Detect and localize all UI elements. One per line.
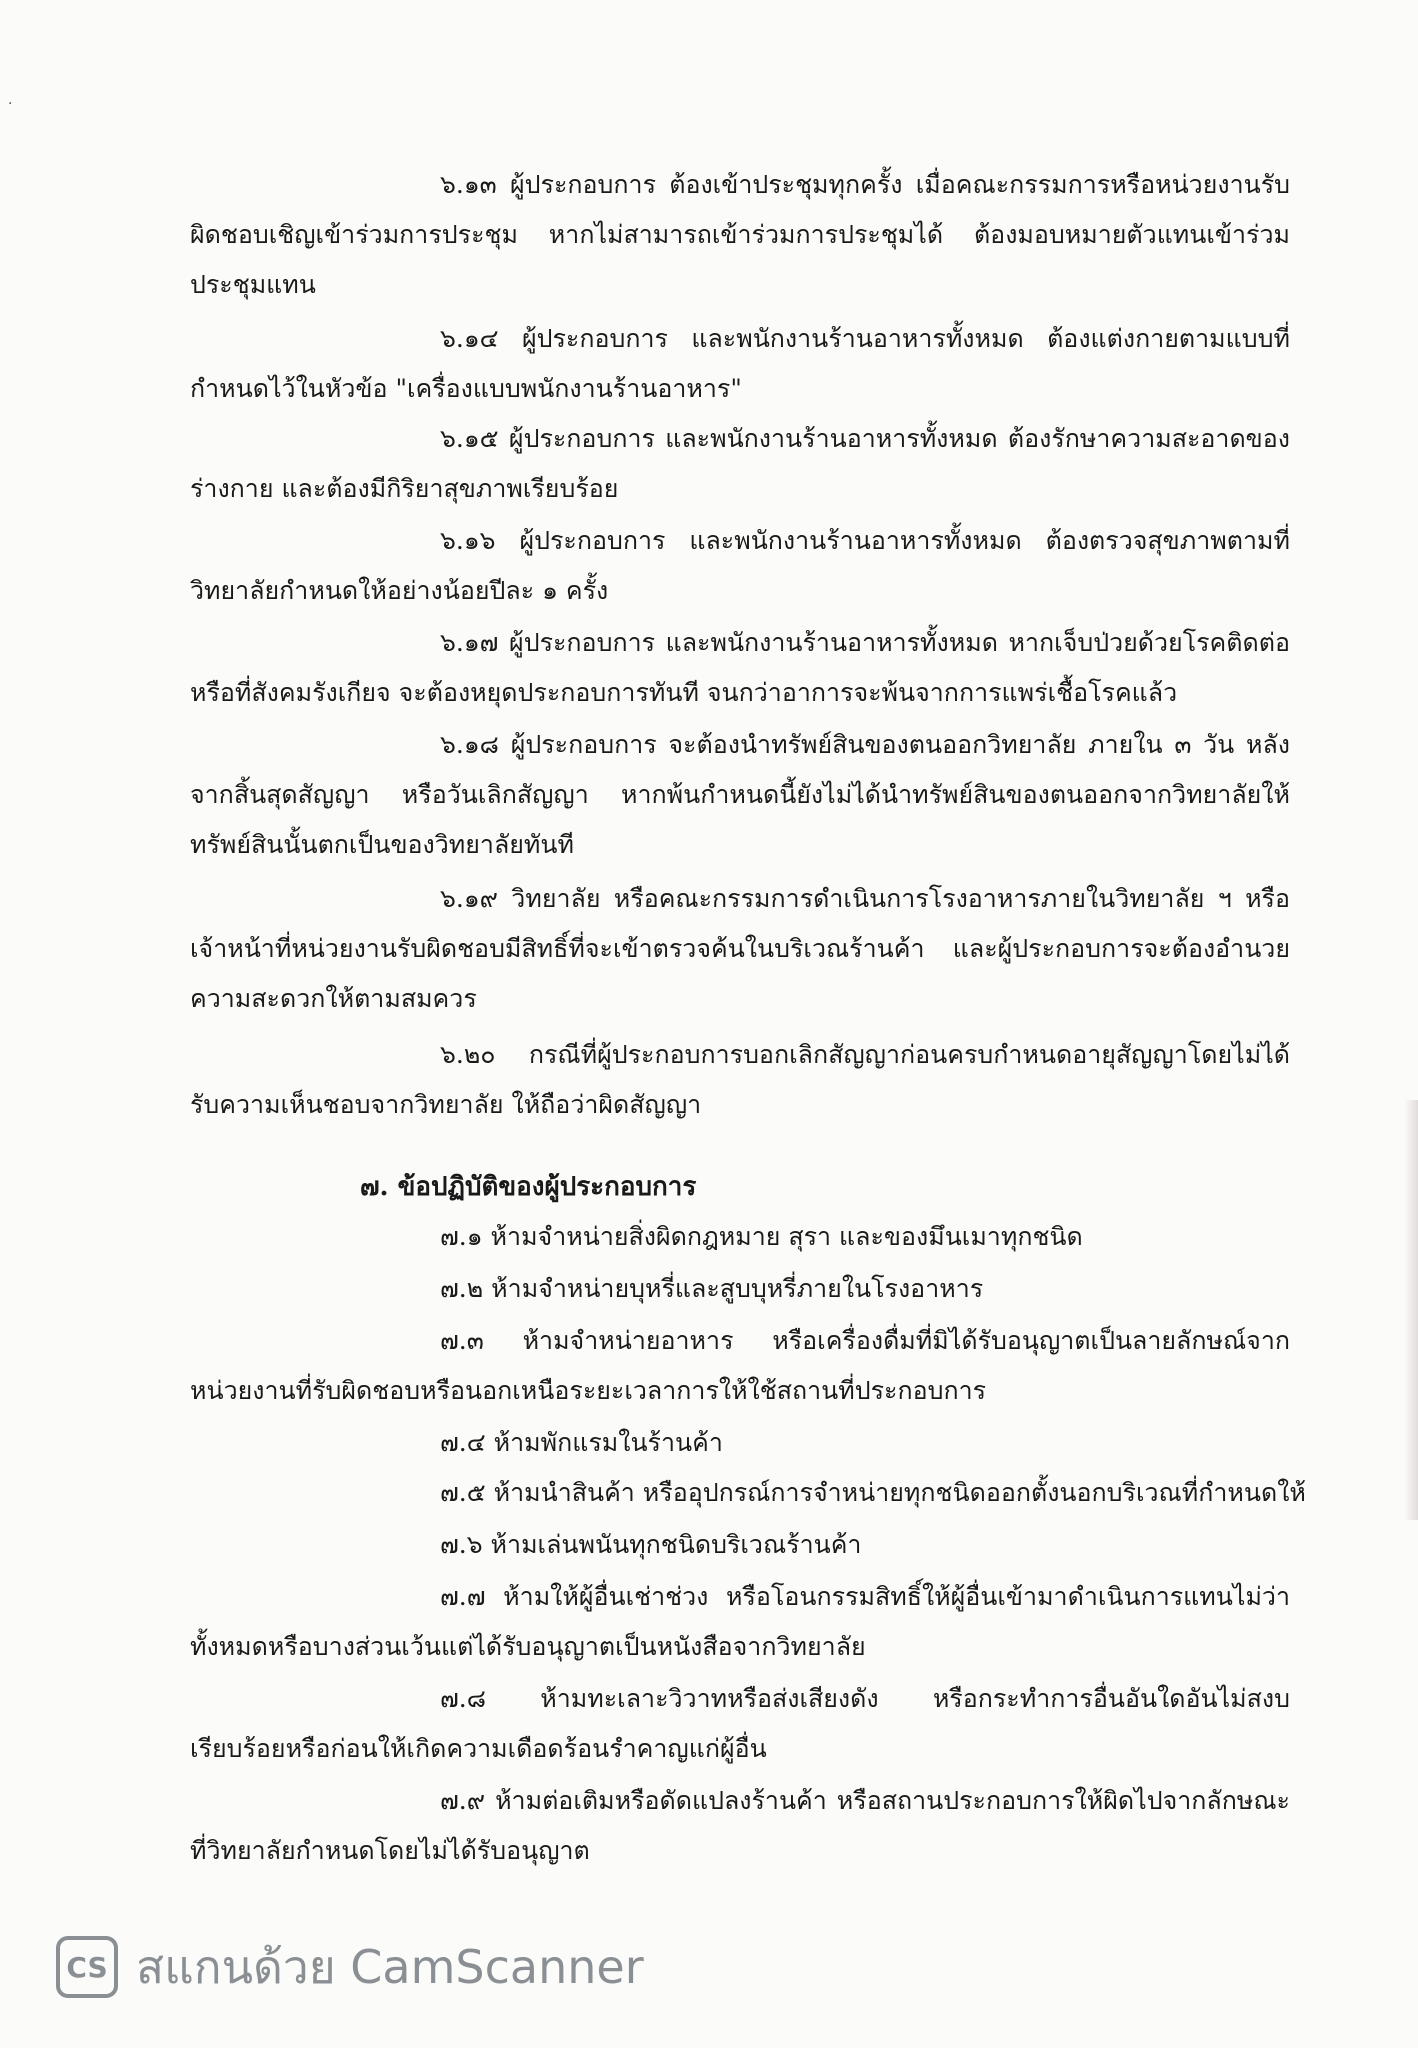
clause-7-8: ๗.๘ ห้ามทะเลาะวิวาทหรือส่งเสียงดัง หรือกระทำการอื่นอันใดอันไม่สงบเรียบร้อยหรือก่อนให้เกิดความเดือดร้อนรำคาญแก่ผู้อื่น [190, 1684, 1290, 1763]
clause-6-18: ๖.๑๘ ผู้ประกอบการ จะต้องนำทรัพย์สินของตนออกวิทยาลัย ภายใน ๓ วัน หลังจากสิ้นสุดสัญญา หรือวันเลิกสัญญา หากพ้นกำหนดนี้ยังไม่ได้นำทรัพย์สินของตนออกจากวิทยาลัยให้ทรัพย์สินนั้นตกเป็นของวิทยาลัยทันที [190, 730, 1290, 859]
camscanner-watermark [56, 1932, 644, 2002]
camscanner-logo-icon: CS [56, 1936, 118, 1998]
clause-6-17: ๖.๑๗ ผู้ประกอบการ และพนักงานร้านอาหารทั้งหมด หากเจ็บป่วยด้วยโรคติดต่อหรือที่สังคมรังเกียจ จะต้องหยุดประกอบการทันที จนกว่าอาการจะพ้นจากการแพร่เชื้อโรคแล้ว [190, 628, 1290, 707]
page-edge-shadow [1404, 1100, 1418, 1520]
clause-6-19: ๖.๑๙ วิทยาลัย หรือคณะกรรมการดำเนินการโรงอาหารภายในวิทยาลัย ฯ หรือเจ้าหน้าที่หน่วยงานรับผิดชอบมีสิทธิ์ที่จะเข้าตรวจค้นในบริเวณร้านค้า และผู้ประกอบการจะต้องอำนวยความสะดวกให้ตามสมควร [190, 884, 1290, 1013]
section-7-heading: ๗. ข้อปฏิบัติของผู้ประกอบการ [360, 1172, 697, 1202]
clause-7-3: ๗.๓ ห้ามจำหน่ายอาหาร หรือเครื่องดื่มที่มิได้รับอนุญาตเป็นลายลักษณ์จากหน่วยงานที่รับผิดชอบหรือนอกเหนือระยะเวลาการให้ใช้สถานที่ประกอบการ [190, 1326, 1290, 1405]
scan-speck: · [8, 96, 13, 112]
clause-7-7: ๗.๗ ห้ามให้ผู้อื่นเช่าช่วง หรือโอนกรรมสิทธิ์ให้ผู้อื่นเข้ามาดำเนินการแทนไม่ว่าทั้งหมดหรือบางส่วนเว้นแต่ได้รับอนุญาตเป็นหนังสือจากวิทยาลัย [190, 1582, 1290, 1661]
clause-6-13: ๖.๑๓ ผู้ประกอบการ ต้องเข้าประชุมทุกครั้ง เมื่อคณะกรรมการหรือหน่วยงานรับผิดชอบเชิญเข้าร่วมการประชุม หากไม่สามารถเข้าร่วมการประชุมได้ ต้องมอบหมายตัวแทนเข้าร่วมประชุมแทน [190, 170, 1290, 299]
clause-7-1: ๗.๑ ห้ามจำหน่ายสิ่งผิดกฎหมาย สุรา และของมึนเมาทุกชนิด [440, 1222, 1083, 1251]
clause-7-6: ๗.๖ ห้ามเล่นพนันทุกชนิดบริเวณร้านค้า [440, 1530, 862, 1559]
clause-6-16: ๖.๑๖ ผู้ประกอบการ และพนักงานร้านอาหารทั้งหมด ต้องตรวจสุขภาพตามที่วิทยาลัยกำหนดให้อย่างน้อยปีละ ๑ ครั้ง [190, 526, 1290, 605]
clause-7-4: ๗.๔ ห้ามพักแรมในร้านค้า [440, 1428, 723, 1457]
clause-7-9: ๗.๙ ห้ามต่อเติมหรือดัดแปลงร้านค้า หรือสถานประกอบการให้ผิดไปจากลักษณะที่วิทยาลัยกำหนดโดยไม่ได้รับอนุญาต [190, 1786, 1290, 1865]
clause-6-14: ๖.๑๔ ผู้ประกอบการ และพนักงานร้านอาหารทั้งหมด ต้องแต่งกายตามแบบที่กำหนดไว้ในหัวข้อ "เครื่องแบบพนักงานร้านอาหาร" [190, 324, 1290, 403]
watermark-text: สแกนด้วย CamScanner [136, 1939, 644, 1994]
clause-6-15: ๖.๑๕ ผู้ประกอบการ และพนักงานร้านอาหารทั้งหมด ต้องรักษาความสะอาดของร่างกาย และต้องมีกิริยาสุขภาพเรียบร้อย [190, 424, 1290, 503]
clause-6-20: ๖.๒๐ กรณีที่ผู้ประกอบการบอกเลิกสัญญาก่อนครบกำหนดอายุสัญญาโดยไม่ได้รับความเห็นชอบจากวิทยาลัย ให้ถือว่าผิดสัญญา [190, 1040, 1290, 1119]
clause-7-5: ๗.๕ ห้ามนำสินค้า หรืออุปกรณ์การจำหน่ายทุกชนิดออกตั้งนอกบริเวณที่กำหนดให้ [440, 1478, 1306, 1507]
clause-7-2: ๗.๒ ห้ามจำหน่ายบุหรี่และสูบบุหรี่ภายในโรงอาหาร [440, 1274, 984, 1303]
